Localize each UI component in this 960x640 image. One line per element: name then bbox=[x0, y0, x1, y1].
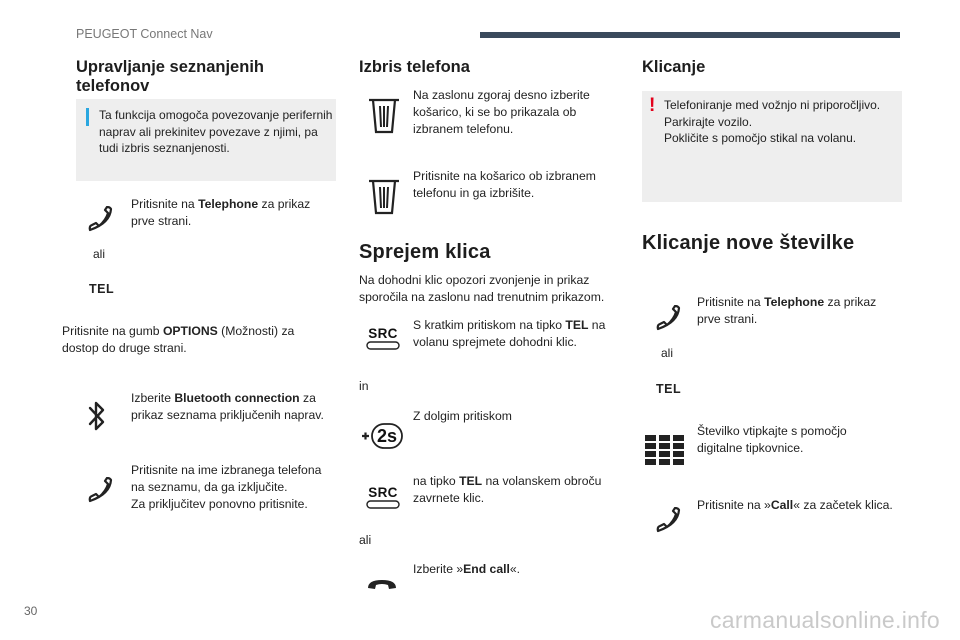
phone-handset-icon bbox=[654, 305, 682, 331]
section-title-calling: Klicanje bbox=[642, 58, 706, 76]
step-press-telephone: Pritisnite na Telephone za prikaz prve strani. bbox=[697, 295, 877, 326]
info-icon bbox=[86, 108, 89, 126]
step-press-call: Pritisnite na »Call« za začetek klica. bbox=[697, 498, 893, 512]
header-bar bbox=[480, 32, 900, 38]
step-long-press: Z dolgim pritiskom bbox=[413, 409, 512, 423]
tel-button-label: TEL bbox=[656, 382, 682, 396]
step-press-phone-name: Pritisnite na ime izbranega telefona na seznamu, da ga izključite. Za priključitev ponovno pritisnite. bbox=[131, 463, 322, 511]
trash-icon bbox=[368, 97, 400, 135]
step-press-trash: Pritisnite na košarico ob izbranem telefonu in ga izbrišite. bbox=[413, 169, 596, 200]
warning-note-text: Telefoniranje med vožnjo ni priporočljivo. Parkirajte vozilo. Pokličite s pomočjo stikal na volanu. bbox=[664, 98, 881, 145]
warning-note bbox=[642, 91, 902, 202]
step-enter-number: Številko vtipkajte s pomočjo digitalne tipkovnice. bbox=[697, 424, 847, 455]
warning-icon: ! bbox=[649, 95, 656, 116]
receive-call-intro: Na dohodni klic opozori zvonjenje in prikaz sporočila na zaslonu nad trenutnim prikazom. bbox=[359, 273, 605, 304]
section-title-call-new-number: Klicanje nove številke bbox=[642, 232, 855, 254]
page-number: 30 bbox=[24, 604, 38, 618]
hang-up-icon bbox=[367, 577, 397, 591]
section-title-manage-paired-phones: Upravljanje seznanjenih telefonov bbox=[76, 58, 264, 95]
section-title-delete-phone: Izbris telefona bbox=[359, 58, 470, 76]
and-label: in bbox=[359, 379, 369, 393]
step-reject-call: na tipko TEL na volanskem obroču zavrnete klic. bbox=[413, 474, 602, 505]
options-instruction: Pritisnite na gumb OPTIONS (Možnosti) za dostop do druge strani. bbox=[62, 324, 295, 355]
document-header-title: PEUGEOT Connect Nav bbox=[76, 27, 213, 41]
watermark: carmanualsonline.info bbox=[709, 607, 940, 633]
phone-handset-icon bbox=[86, 206, 114, 232]
src-button-icon: SRC bbox=[363, 486, 403, 510]
tel-button-label: TEL bbox=[89, 282, 115, 296]
step-select-trash: Na zaslonu zgoraj desno izberite košarico, ki se bo prikazala ob izbranem telefonu. bbox=[413, 88, 590, 136]
keypad-icon bbox=[645, 435, 685, 465]
trash-icon bbox=[368, 178, 400, 216]
or-label: ali bbox=[661, 346, 674, 360]
info-note bbox=[76, 99, 336, 181]
section-title-receive-call: Sprejem klica bbox=[359, 241, 491, 263]
phone-handset-icon bbox=[86, 477, 114, 503]
or-label: ali bbox=[359, 533, 372, 547]
step-select-bluetooth-connection: Izberite Bluetooth connection za prikaz seznama priključenih naprav. bbox=[131, 391, 324, 422]
step-select-end-call: Izberite »End call«. bbox=[413, 562, 521, 576]
bluetooth-icon bbox=[88, 399, 106, 433]
phone-handset-icon bbox=[654, 507, 682, 533]
step-press-telephone: Pritisnite na Telephone za prikaz prve strani. bbox=[131, 197, 311, 228]
step-short-press-tel: S kratkim pritiskom na tipko TEL na volanu sprejmete dohodni klic. bbox=[413, 318, 606, 349]
or-label: ali bbox=[93, 247, 106, 261]
src-button-icon: SRC bbox=[363, 327, 403, 351]
info-note-text: Ta funkcija omogoča povezovanje perifernih naprav ali prekinitev povezave z njimi, pa tudi izbris seznanjenosti. bbox=[99, 108, 333, 155]
long-press-2s-icon: 2s bbox=[360, 421, 404, 451]
